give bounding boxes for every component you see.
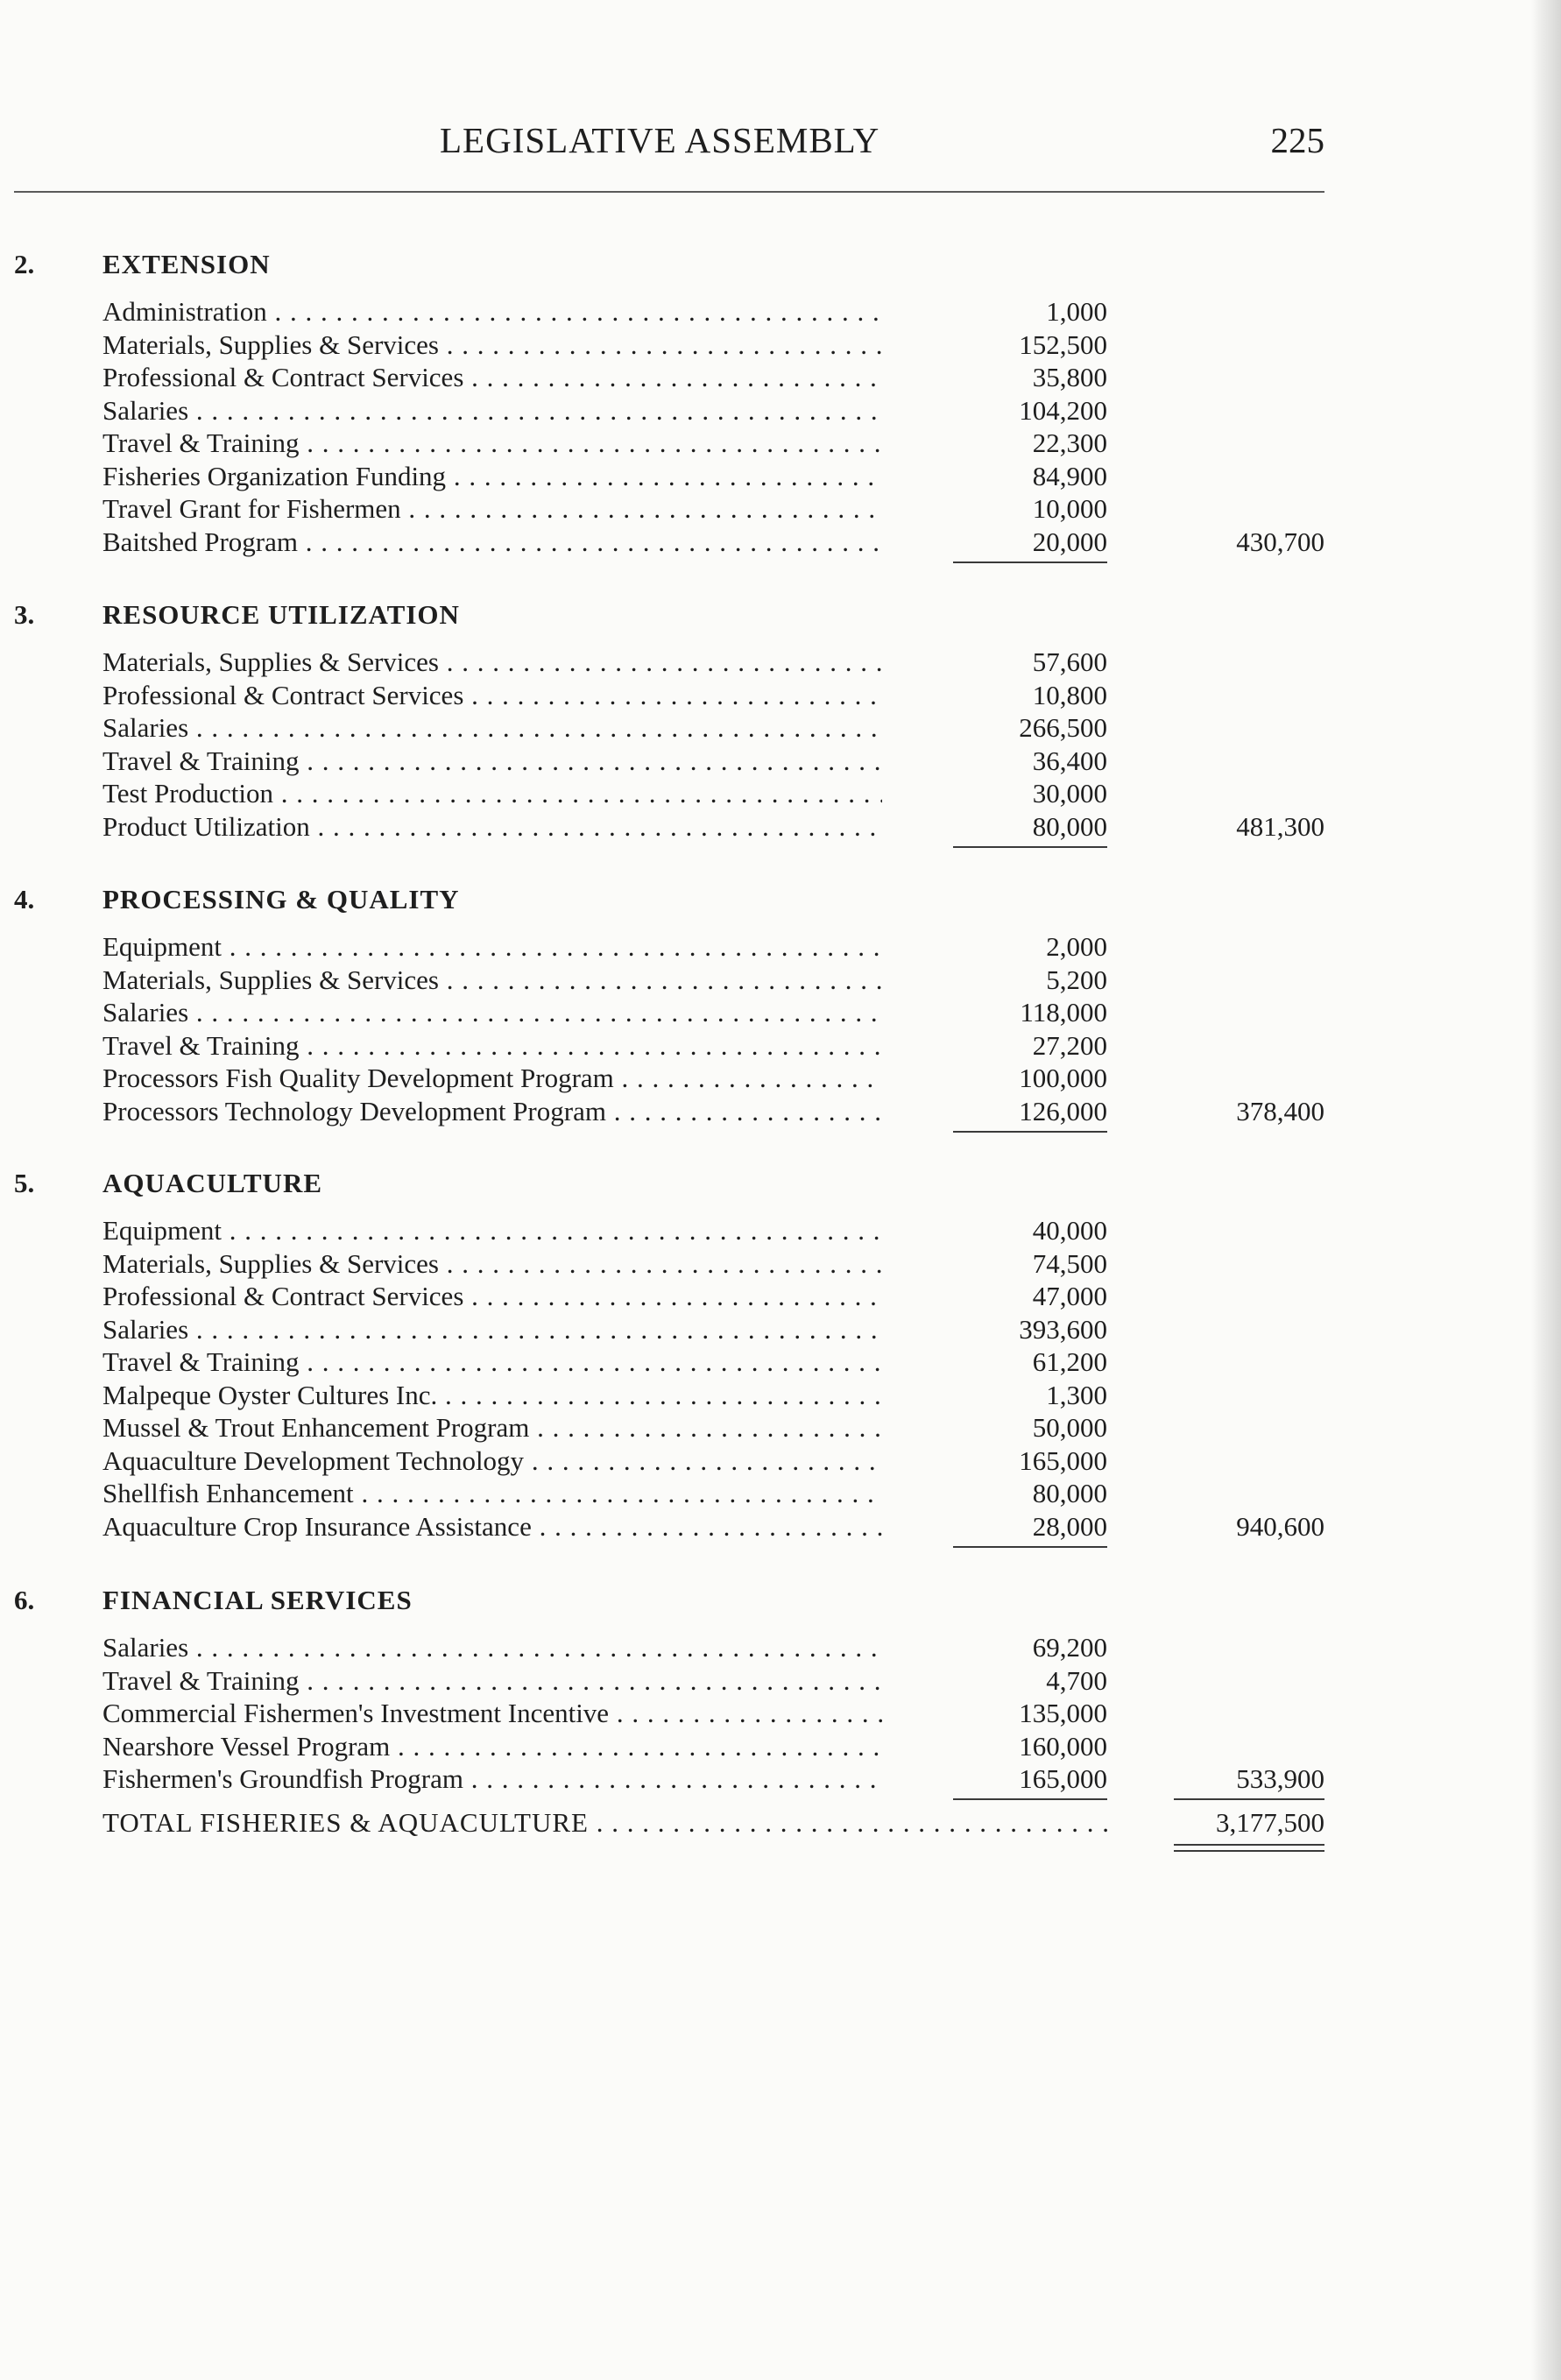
line-item (0, 778, 1331, 810)
section-subtotal: 378,400 (1236, 1095, 1324, 1126)
section-title: FINANCIAL SERVICES (102, 1585, 413, 1615)
line-item (0, 1096, 1331, 1128)
line-item (0, 964, 1331, 997)
amount-underline (953, 1798, 1107, 1800)
line-item-label: Travel & Training . . . (102, 1346, 882, 1378)
line-item (0, 1632, 1331, 1664)
line-item-label: Professional & Contract Services . . . (102, 1281, 882, 1312)
line-item-amount: 4,700 (1046, 1664, 1107, 1696)
line-item-amount: 61,200 (1032, 1346, 1107, 1377)
line-item-label: Equipment . . . (102, 931, 882, 963)
section-number: 6. (14, 1585, 35, 1615)
amount-underline (953, 846, 1107, 848)
section-number: 4. (14, 884, 35, 915)
line-item (0, 1478, 1331, 1510)
scan-edge (1531, 0, 1561, 2380)
line-item-label: Commercial Fishermen's Investment Incentive . . . (102, 1698, 882, 1729)
line-item-amount: 100,000 (1019, 1063, 1107, 1093)
line-item (0, 1511, 1331, 1543)
line-item (0, 362, 1331, 394)
amount-underline (953, 1131, 1107, 1133)
line-item-label: Travel Grant for Fishermen . . . (102, 493, 882, 525)
line-item-label: Aquaculture Development Technology . . . (102, 1445, 882, 1477)
line-item-label: Equipment . . . (102, 1215, 882, 1246)
line-item-amount: 5,200 (1046, 964, 1107, 995)
line-item-amount: 104,200 (1019, 394, 1107, 426)
line-item-label: Salaries . . . (102, 395, 882, 427)
section-subtotal: 940,600 (1236, 1510, 1324, 1542)
line-item (0, 1412, 1331, 1444)
line-item-amount: 80,000 (1032, 810, 1107, 842)
section-title: PROCESSING & QUALITY (102, 884, 460, 915)
section-subtotal: 533,900 (1236, 1763, 1324, 1794)
line-item-amount: 20,000 (1032, 526, 1107, 557)
line-item-amount: 50,000 (1032, 1412, 1107, 1443)
line-item-label: Professional & Contract Services . . . (102, 680, 882, 711)
grand-total-row (0, 1807, 1331, 1842)
line-item (0, 1215, 1331, 1247)
line-item-amount: 160,000 (1019, 1730, 1107, 1762)
line-item-amount: 84,900 (1032, 460, 1107, 491)
line-item-label: Malpeque Oyster Cultures Inc. . . . (102, 1380, 882, 1411)
line-item-amount: 22,300 (1032, 427, 1107, 458)
line-item-label: Materials, Supplies & Services . . . (102, 1248, 882, 1280)
line-item (0, 296, 1331, 328)
line-item (0, 997, 1331, 1029)
line-item-label: Salaries . . . (102, 712, 882, 744)
amount-underline (953, 1546, 1107, 1548)
grand-total-amount: 3,177,500 (1216, 1807, 1324, 1838)
line-item (0, 1030, 1331, 1063)
line-item (0, 427, 1331, 460)
section-number: 5. (14, 1168, 35, 1198)
line-item-label: Materials, Supplies & Services . . . (102, 329, 882, 361)
line-item-label: Materials, Supplies & Services . . . (102, 964, 882, 996)
line-item-amount: 165,000 (1019, 1444, 1107, 1476)
line-item (0, 712, 1331, 745)
line-item (0, 493, 1331, 526)
line-item-label: Fisheries Organization Funding . . . (102, 461, 882, 492)
page-title: LEGISLATIVE ASSEMBLY (440, 120, 880, 160)
line-item-amount: 80,000 (1032, 1478, 1107, 1508)
line-item-label: Processors Fish Quality Development Program . . . (102, 1063, 882, 1094)
section-title: AQUACULTURE (102, 1168, 323, 1198)
line-item (0, 1063, 1331, 1095)
line-item-amount: 35,800 (1032, 362, 1107, 392)
line-item-label: Travel & Training . . . (102, 745, 882, 777)
line-item-amount: 165,000 (1019, 1763, 1107, 1794)
total-double-underline-bottom (1174, 1850, 1324, 1852)
page-header (14, 119, 1324, 193)
line-item (0, 745, 1331, 778)
section-subtotal: 481,300 (1236, 810, 1324, 842)
line-item (0, 526, 1331, 559)
page-number: 225 (1270, 120, 1324, 160)
line-item (0, 931, 1331, 964)
line-item-amount: 10,800 (1032, 679, 1107, 710)
line-item (0, 680, 1331, 712)
line-item-label: Nearshore Vessel Program . . . (102, 1731, 882, 1762)
line-item-amount: 126,000 (1019, 1095, 1107, 1126)
total-double-underline-top (1174, 1844, 1324, 1846)
line-item (0, 1281, 1331, 1313)
line-item-amount: 27,200 (1032, 1029, 1107, 1061)
line-item-label: Travel & Training . . . (102, 1030, 882, 1062)
section-title: RESOURCE UTILIZATION (102, 599, 460, 630)
line-item-label: Administration . . . (102, 296, 882, 328)
line-item (0, 1698, 1331, 1730)
line-item-label: Materials, Supplies & Services . . . (102, 646, 882, 678)
line-item-amount: 2,000 (1046, 931, 1107, 962)
line-item (0, 329, 1331, 362)
line-item-amount: 36,400 (1032, 745, 1107, 776)
line-item-amount: 118,000 (1020, 997, 1107, 1028)
line-item-label: Aquaculture Crop Insurance Assistance . . . (102, 1511, 882, 1543)
line-item (0, 1248, 1331, 1281)
line-item-amount: 57,600 (1032, 646, 1107, 677)
line-item-label: Baitshed Program . . . (102, 526, 882, 558)
line-item (0, 646, 1331, 679)
grand-total-label: TOTAL FISHERIES & AQUACULTURE . . . (102, 1807, 1108, 1839)
line-item-amount: 47,000 (1032, 1281, 1107, 1311)
line-item-amount: 1,000 (1046, 296, 1107, 327)
line-item-label: Salaries . . . (102, 1632, 882, 1663)
line-item-amount: 74,500 (1032, 1247, 1107, 1279)
line-item-amount: 1,300 (1046, 1379, 1107, 1410)
line-item-label: Travel & Training . . . (102, 1665, 882, 1697)
line-item (0, 395, 1331, 427)
line-item-amount: 135,000 (1019, 1698, 1107, 1728)
subtotal-underline (1174, 1798, 1324, 1800)
line-item (0, 461, 1331, 493)
line-item-amount: 266,500 (1019, 712, 1107, 743)
line-item (0, 1380, 1331, 1412)
line-item-amount: 393,600 (1019, 1313, 1107, 1345)
section-number: 3. (14, 599, 35, 630)
line-item-amount: 30,000 (1032, 778, 1107, 809)
line-item-label: Professional & Contract Services . . . (102, 362, 882, 393)
line-item-label: Product Utilization . . . (102, 811, 882, 843)
line-item-label: Fishermen's Groundfish Program . . . (102, 1763, 882, 1795)
line-item (0, 1445, 1331, 1478)
line-item-amount: 40,000 (1032, 1215, 1107, 1246)
line-item (0, 1346, 1331, 1379)
line-item-amount: 69,200 (1032, 1632, 1107, 1663)
line-item (0, 1665, 1331, 1698)
line-item (0, 811, 1331, 844)
line-item-amount: 152,500 (1019, 328, 1107, 360)
line-item-label: Salaries . . . (102, 997, 882, 1028)
line-item (0, 1763, 1331, 1796)
line-item-label: Mussel & Trout Enhancement Program . . . (102, 1412, 882, 1444)
line-item-label: Processors Technology Development Program . . . (102, 1096, 882, 1127)
line-item-label: Salaries . . . (102, 1314, 882, 1345)
line-item-label: Travel & Training . . . (102, 427, 882, 459)
line-item-amount: 10,000 (1032, 493, 1107, 524)
line-item-label: Shellfish Enhancement . . . (102, 1478, 882, 1509)
line-item (0, 1314, 1331, 1346)
line-item-label: Test Production . . . (102, 778, 882, 809)
amount-underline (953, 561, 1107, 563)
section-number: 2. (14, 249, 35, 279)
line-item-amount: 28,000 (1032, 1510, 1107, 1542)
section-subtotal: 430,700 (1236, 526, 1324, 557)
line-item (0, 1731, 1331, 1763)
section-title: EXTENSION (102, 249, 271, 279)
